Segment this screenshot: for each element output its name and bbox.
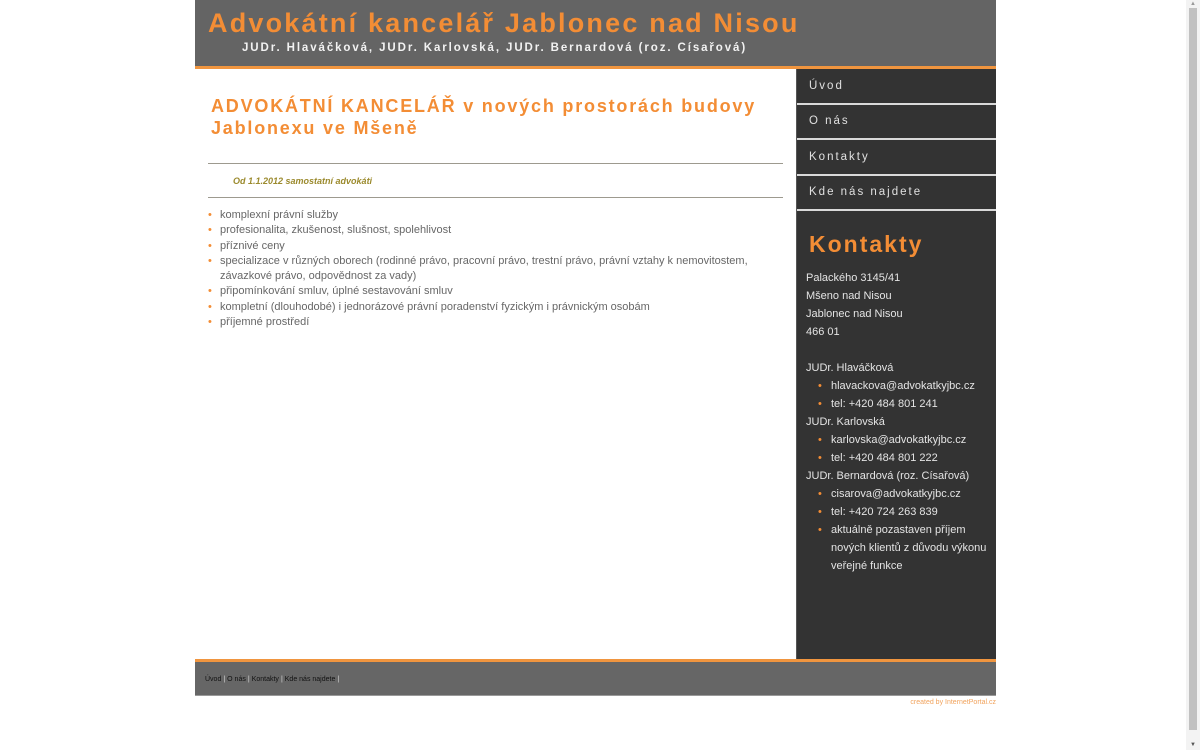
person-name: JUDr. Bernardová (roz. Císařová) (806, 470, 970, 482)
email-link[interactable]: • cisarova@advokatkyjbc.cz (806, 485, 994, 503)
sidebar-nav (797, 69, 996, 211)
list-item: • profesionalita, zkušenost, slušnost, spolehlivost (208, 223, 783, 238)
announcement-note: Od 1.1.2012 samostatní advokáti (233, 176, 373, 186)
footer-nav: Úvod | O nás | Kontakty | Kde nás najdete | (205, 676, 340, 683)
nav-item-kontakty[interactable]: Kontakty (797, 140, 996, 176)
bullet-icon: • (208, 239, 212, 252)
bullet-icon: • (818, 398, 822, 410)
nav-item-uvod[interactable]: Úvod (797, 69, 996, 105)
person-name: JUDr. Hlaváčková (806, 362, 894, 374)
vertical-scrollbar[interactable] (1186, 0, 1200, 750)
list-item: • příznivé ceny (208, 239, 783, 254)
content-wrap (195, 69, 996, 659)
bullet-icon: • (208, 254, 212, 267)
list-item: • specializace v různých oborech (rodinné právo, pracovní právo, trestní právo, právní vztahy k nemovitostem, závazkové právo, odpovědnost za vady) (208, 254, 748, 283)
credit-link[interactable]: created by InternetPortal.cz (910, 699, 996, 706)
footer-link-kde-nas-najdete[interactable]: Kde nás najdete (284, 676, 336, 683)
site-header (195, 0, 996, 69)
person-contacts (806, 485, 994, 575)
scroll-up-icon[interactable]: ▲ (1190, 1, 1196, 7)
address-line: Jablonec nad Nisou (806, 308, 903, 320)
footer-link-o-nas[interactable]: O nás (227, 676, 246, 683)
divider (208, 197, 783, 198)
address-line: Palackého 3145/41 (806, 272, 901, 284)
notice: • aktuálně pozastaven příjem nových klientů z důvodu výkonu veřejné funkce (806, 521, 994, 575)
phone: • tel: +420 484 801 241 (806, 395, 994, 413)
bullet-icon: • (208, 209, 212, 221)
phone: • tel: +420 484 801 222 (806, 449, 994, 467)
list-item: • připomínkování smluv, úplné sestavování smluv (208, 284, 783, 299)
email-link[interactable]: • hlavackova@advokatkyjbc.cz (806, 377, 994, 395)
bullet-icon: • (208, 224, 212, 237)
person-name: JUDr. Karlovská (806, 416, 885, 428)
footer-link-uvod[interactable]: Úvod (205, 676, 222, 683)
bullet-icon: • (818, 524, 822, 536)
page-title: ADVOKÁTNÍ KANCELÁŘ v nových prostorách budovy Jablonexu ve Mšeně (211, 96, 757, 138)
contacts-block (806, 269, 994, 575)
main-content (195, 69, 795, 659)
divider (208, 163, 783, 164)
bullet-icon: • (208, 316, 212, 329)
bullet-icon: • (208, 285, 212, 298)
bullet-icon: • (818, 434, 822, 446)
footer-link-kontakty[interactable]: Kontakty (251, 676, 279, 683)
sidebar (796, 69, 996, 659)
contacts-heading: Kontakty (809, 231, 924, 257)
site-title[interactable]: Advokátní kancelář Jablonec nad Nisou (208, 8, 800, 38)
list-item: • komplexní právní služby (208, 208, 783, 223)
bullet-icon: • (818, 452, 822, 464)
address-line: Mšeno nad Nisou (806, 290, 892, 302)
nav-item-kde-nas-najdete[interactable]: Kde nás najdete (797, 176, 996, 212)
nav-item-o-nas[interactable]: O nás (797, 105, 996, 141)
list-item: • příjemné prostředí (208, 315, 783, 330)
bullet-icon: • (818, 506, 822, 518)
site-footer (195, 662, 996, 696)
site-subtitle: JUDr. Hlaváčková, JUDr. Karlovská, JUDr. Bernardová (roz. Císařová) (242, 42, 748, 54)
bullet-icon: • (818, 380, 822, 392)
scroll-down-icon[interactable]: ▼ (1190, 742, 1196, 748)
phone: • tel: +420 724 263 839 (806, 503, 994, 521)
bullet-icon: • (818, 488, 822, 500)
email-link[interactable]: • karlovska@advokatkyjbc.cz (806, 431, 994, 449)
list-item: • kompletní (dlouhodobé) i jednorázové právní poradenství fyzickým i právnickým osobám (208, 300, 783, 315)
feature-list (208, 208, 783, 330)
scroll-thumb[interactable] (1189, 8, 1197, 730)
page (195, 0, 996, 696)
person-contacts (806, 431, 994, 467)
address-line: 466 01 (806, 326, 840, 338)
bullet-icon: • (208, 300, 212, 313)
person-contacts (806, 377, 994, 413)
